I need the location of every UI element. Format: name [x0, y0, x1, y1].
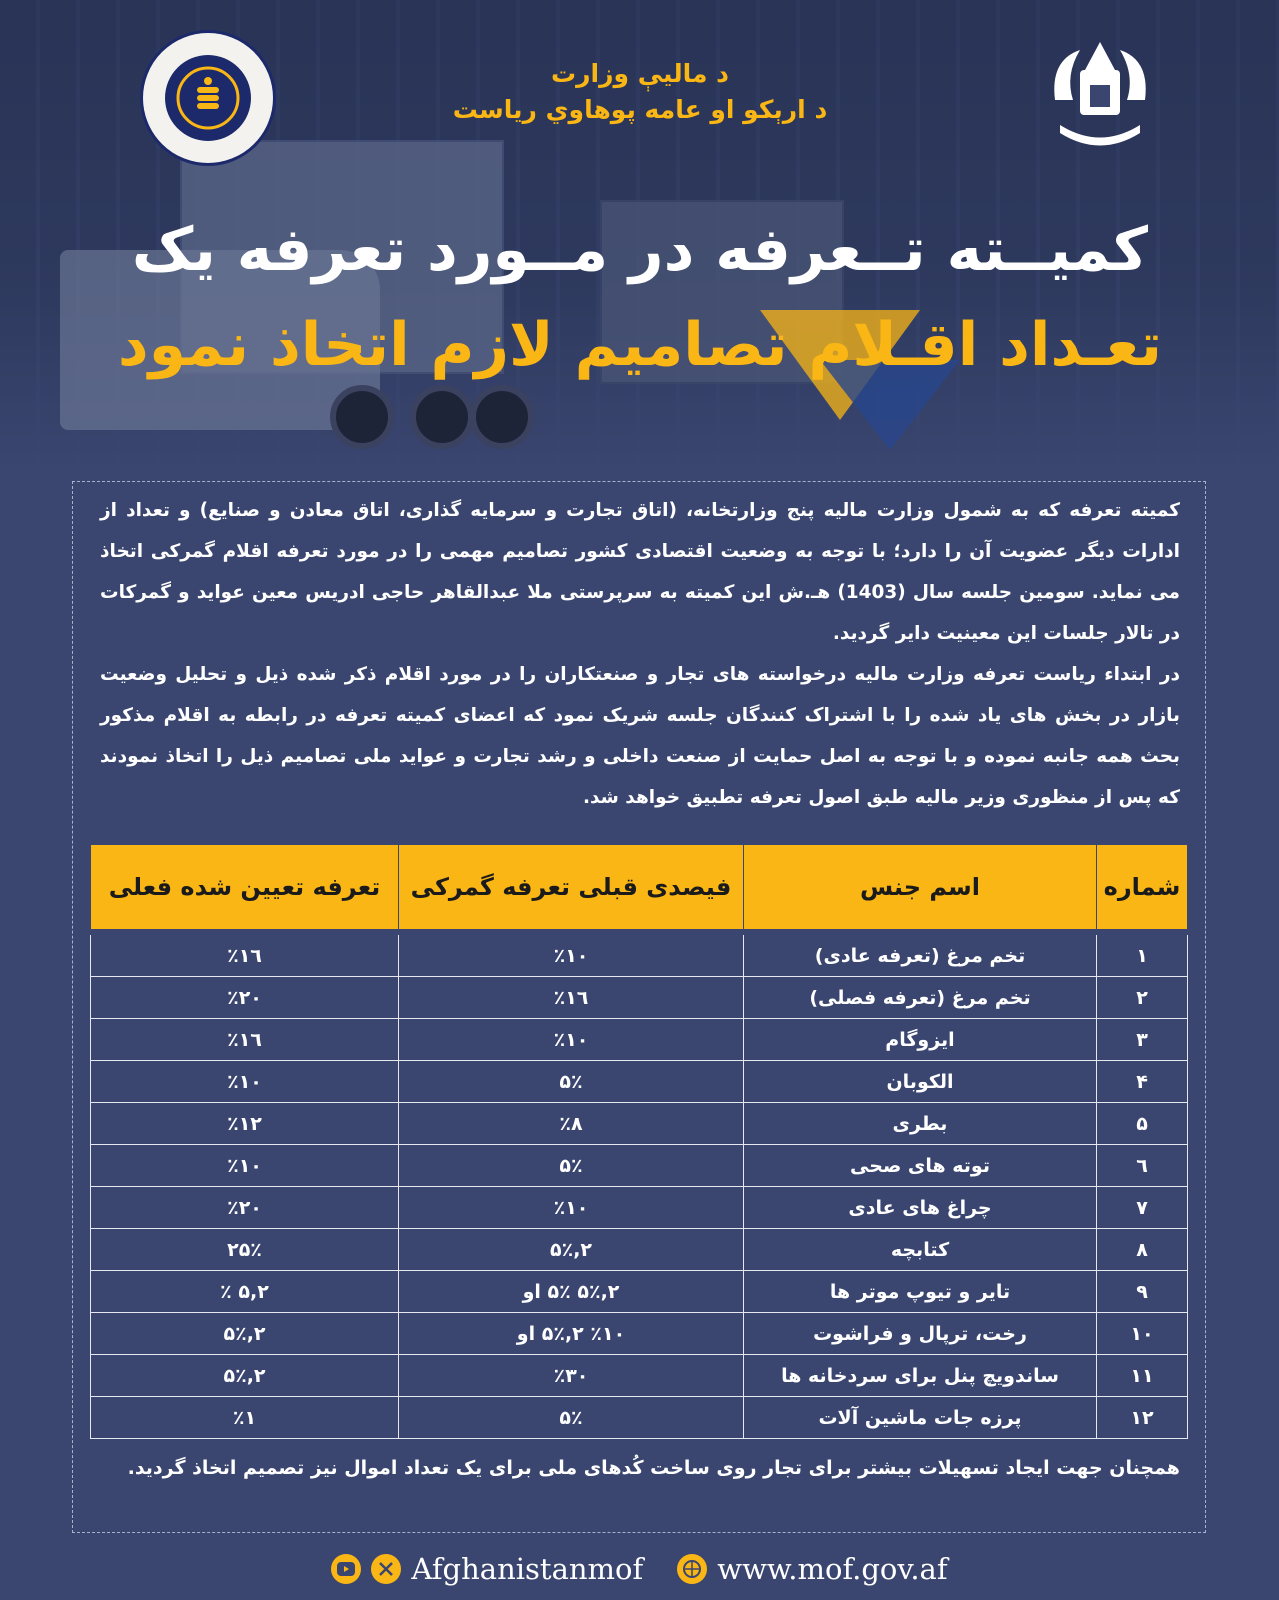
table-row — [91, 1229, 1188, 1271]
table-row — [91, 1103, 1188, 1145]
new-tariff: ١٠٪ — [91, 1061, 399, 1103]
table-row — [91, 1061, 1188, 1103]
closing-note: همچنان جهت ایجاد تسهیلات بیشتر برای تجار روی ساخت کُدهای ملی برای یک تعداد اموال نیز تصمیم اتخاذ گردید. — [127, 1457, 1180, 1479]
table-row — [91, 1397, 1188, 1439]
row-number: ٢ — [1097, 977, 1188, 1019]
ministry-header — [420, 56, 860, 128]
previous-tariff: ۵٪ — [399, 1397, 744, 1439]
new-tariff: ١٢٪ — [91, 1103, 399, 1145]
headline-line2: تعـداد اقـلام تصامیم لازم اتخاذ نمود — [117, 310, 1163, 380]
previous-tariff: ۵٪ — [399, 1145, 744, 1187]
column-header-previous-tariff: فیصدی قبلی تعرفه گمرکی — [399, 845, 744, 933]
truck-wheel — [410, 385, 474, 449]
new-tariff: ٢,۵٪ — [91, 1313, 399, 1355]
table-row — [91, 1019, 1188, 1061]
previous-tariff: ٢,۵٪ — [399, 1229, 744, 1271]
previous-tariff: ١٦٪ — [399, 977, 744, 1019]
row-number: ٦ — [1097, 1145, 1188, 1187]
new-tariff: ١٦٪ — [91, 1019, 399, 1061]
table-row — [91, 977, 1188, 1019]
truck-wheel — [330, 385, 394, 449]
previous-tariff: ١٠٪ ٢,۵٪ او — [399, 1313, 744, 1355]
table-row — [91, 932, 1188, 977]
item-name: چراغ های عادی — [744, 1187, 1097, 1229]
row-number: ۴ — [1097, 1061, 1188, 1103]
new-tariff: ٢۵٪ — [91, 1229, 399, 1271]
row-number: ١ — [1097, 932, 1188, 977]
item-name: رخت، ترپال و فراشوت — [744, 1313, 1097, 1355]
new-tariff: ١٪ — [91, 1397, 399, 1439]
paragraph-decisions: در ابتداء ریاست تعرفه وزارت مالیه درخواسته های تجار و صنعتکاران را در مورد اقلام ذکر شده ذیل و تحلیل وضعیت بازار در بخش های یاد شده را با اشتراک کنندگان جلسه شریک نمود که اعضای کمیته تعرفه در رابطه به اقلام مذکور بحث همه جانبه نموده و با توجه به اصل حمایت از صنعت داخلی و رشد تجارت و عواید ملی تصامیم ذیل را اتخاذ نمودند که پس از منظوری وزیر مالیه طبق اصول تعرفه تطبیق خواهد شد. — [100, 664, 1180, 808]
row-number: ٧ — [1097, 1187, 1188, 1229]
emblem-icon — [1035, 30, 1165, 160]
item-name: ساندویچ پنل برای سردخانه ها — [744, 1355, 1097, 1397]
new-tariff: ٢,۵ ٪ — [91, 1271, 399, 1313]
row-number: ١٠ — [1097, 1313, 1188, 1355]
website-group[interactable] — [677, 1552, 947, 1586]
coins-emblem-icon — [175, 65, 241, 131]
paragraph-committee: کمیته تعرفه که به شمول وزارت مالیه پنج وزارتخانه، (اتاق تجارت و سرمایه گذاری، اتاق معادن و صنایع) و تعداد از ادارات دیگر عضویت آن را دارد؛ با توجه به وضعیت اقتصادی کشور تصامیم مهمی را در مورد تعرفه اقلام گمرکی اتخاذ می نماید. سومین جلسه سال (1403) هـ.ش این کمیته به سرپرستی ملا عبدالقاهر حاجی ادریس معین عواید و گمرکات در تالار جلسات این معینیت دایر گردید. — [100, 500, 1180, 644]
item-name: تخم مرغ (تعرفه عادی) — [744, 932, 1097, 977]
row-number: ١٢ — [1097, 1397, 1188, 1439]
footer-bar — [0, 1550, 1279, 1588]
previous-tariff: ٨٪ — [399, 1103, 744, 1145]
tariff-table — [90, 844, 1188, 1439]
item-name: توته های صحی — [744, 1145, 1097, 1187]
globe-icon[interactable] — [677, 1554, 707, 1584]
new-tariff: ٢٠٪ — [91, 977, 399, 1019]
previous-tariff: ١٠٪ — [399, 1187, 744, 1229]
previous-tariff: ۵٪ — [399, 1061, 744, 1103]
truck-wheel — [470, 385, 534, 449]
website-link[interactable]: www.mof.gov.af — [717, 1552, 948, 1586]
row-number: ٨ — [1097, 1229, 1188, 1271]
table-row — [91, 1355, 1188, 1397]
intro-text — [100, 490, 1180, 818]
social-handle-group[interactable] — [331, 1552, 643, 1586]
column-header-new-tariff: تعرفه تعیین شده فعلی — [91, 845, 399, 933]
column-header-item: اسم جنس — [744, 845, 1097, 933]
national-emblem-logo — [1035, 30, 1165, 160]
table-header-row — [91, 845, 1188, 933]
previous-tariff: ٣٠٪ — [399, 1355, 744, 1397]
table-row — [91, 1313, 1188, 1355]
new-tariff: ٢,۵٪ — [91, 1355, 399, 1397]
row-number: ٩ — [1097, 1271, 1188, 1313]
social-handle[interactable]: Afghanistanmof — [411, 1552, 644, 1586]
table-row — [91, 1271, 1188, 1313]
item-name: کتابچه — [744, 1229, 1097, 1271]
previous-tariff: ١٠٪ — [399, 1019, 744, 1061]
table-row — [91, 1187, 1188, 1229]
new-tariff: ١٠٪ — [91, 1145, 399, 1187]
new-tariff: ١٦٪ — [91, 932, 399, 977]
previous-tariff: ١٠٪ — [399, 932, 744, 977]
department-name: د ارېکو او عامه پوهاوي ریاست — [452, 95, 828, 124]
item-name: تخم مرغ (تعرفه فصلی) — [744, 977, 1097, 1019]
new-tariff: ٢٠٪ — [91, 1187, 399, 1229]
item-name: بطری — [744, 1103, 1097, 1145]
ministry-of-finance-logo — [140, 30, 276, 166]
row-number: ۵ — [1097, 1103, 1188, 1145]
x-twitter-icon[interactable] — [371, 1554, 401, 1584]
item-name: ایزوگام — [744, 1019, 1097, 1061]
headline-line1: کمیــته تــعرفه در مــورد تعرفه یک — [131, 215, 1149, 285]
youtube-icon[interactable] — [331, 1554, 361, 1584]
item-name: تایر و تیوپ موتر ها — [744, 1271, 1097, 1313]
column-header-number: شماره — [1097, 845, 1188, 933]
row-number: ١١ — [1097, 1355, 1188, 1397]
item-name: پرزه جات ماشین آلات — [744, 1397, 1097, 1439]
previous-tariff: ٢,۵٪ ۵٪ او — [399, 1271, 744, 1313]
ministry-name: د مالیې وزارت — [550, 59, 729, 88]
row-number: ٣ — [1097, 1019, 1188, 1061]
table-row — [91, 1145, 1188, 1187]
item-name: الکوبان — [744, 1061, 1097, 1103]
